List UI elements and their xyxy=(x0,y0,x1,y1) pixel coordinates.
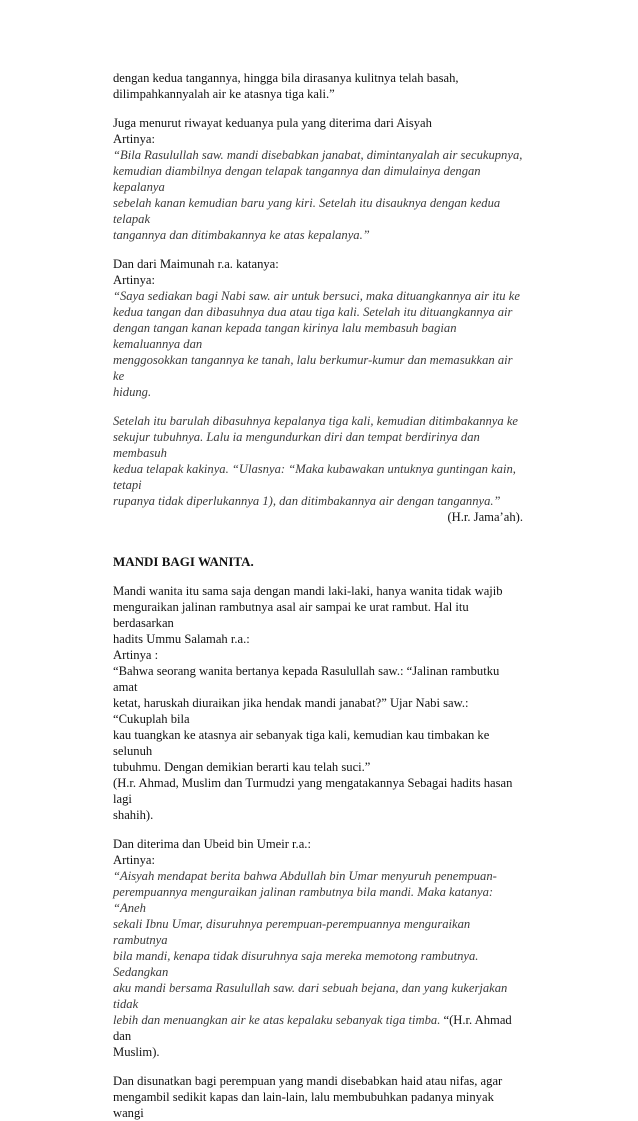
quote-line: “Bila Rasulullah saw. mandi disebabkan janabat, dimintanyalah air secukupnya, xyxy=(113,148,523,162)
quote-line: “Saya sediakan bagi Nabi saw. air untuk bersuci, maka dituangkannya air itu ke xyxy=(113,289,520,303)
citation: Muslim). xyxy=(113,1045,160,1059)
section-heading: MANDI BAGI WANITA. xyxy=(113,554,254,569)
quote-line: menggosokkan tangannya ke tanah, lalu berkumur-kumur dan memasukkan air ke xyxy=(113,353,513,383)
quote-line: dengan tangan kanan kepada tangan kirinya lalu membasuh bagian kemaluannya dan xyxy=(113,321,457,351)
quote-line: perempuannya menguraikan jalinan rambutnya bila mandi. Maka katanya: “Aneh xyxy=(113,885,494,915)
quote-line: sekujur tubuhnya. Lalu ia mengundurkan diri dan tempat berdirinya dan membasuh xyxy=(113,430,480,460)
quote-line: “Aisyah mendapat berita bahwa Abdullah bin Umar menyuruh penempuan- xyxy=(113,869,497,883)
text-line: kau tuangkan ke atasnya air sebanyak tiga kali, kemudian kau timbakan ke selunuh xyxy=(113,728,490,758)
citation: “(H.r. Ahmad dan xyxy=(113,1013,512,1043)
text-line: Mandi wanita itu sama saja dengan mandi laki-laki, hanya wanita tidak wajib xyxy=(113,584,503,598)
quote-line: tangannya dan ditimbakannya ke atas kepalanya.” xyxy=(113,228,370,242)
text-line: dengan kedua tangannya, hingga bila dirasanya kulitnya telah basah, xyxy=(113,71,459,85)
quote-line: kedua tangan dan dibasuhnya dua atau tiga kali. Setelah itu dituangkannya air xyxy=(113,305,513,319)
text-line: Dan dari Maimunah r.a. katanya: xyxy=(113,257,279,271)
text-line: tubuhmu. Dengan demikian berarti kau telah suci.” xyxy=(113,760,371,774)
quote-line: bila mandi, kenapa tidak disuruhnya saja mereka memotong rambutnya. Sedangkan xyxy=(113,949,479,979)
text-line: dilimpahkannyalah air ke atasnya tiga kali.” xyxy=(113,87,335,101)
text-line: Juga menurut riwayat keduanya pula yang diterima dari Aisyah xyxy=(113,116,432,130)
quote-fragment: lebih dan menuangkan air ke atas kepalaku sebanyak tiga timba. xyxy=(113,1013,441,1027)
quote-line: kemudian diambilnya dengan telapak tangannya dan dimulainya dengan kepalanya xyxy=(113,164,481,194)
text-line: hadits Ummu Salamah r.a.: xyxy=(113,632,250,646)
text-line: Dan diterima dan Ubeid bin Umeir r.a.: xyxy=(113,837,311,851)
text-line: Artinya : xyxy=(113,648,159,662)
quote-line: Setelah itu barulah dibasuhnya kepalanya tiga kali, kemudian ditimbakannya ke xyxy=(113,414,519,428)
text-line: Artinya: xyxy=(113,273,155,287)
quote-line: sebelah kanan kemudian baru yang kiri. Setelah itu disauknya dengan kedua telapak xyxy=(113,196,501,226)
quote-line: hidung. xyxy=(113,385,152,399)
text-line: “Bahwa seorang wanita bertanya kepada Rasulullah saw.: “Jalinan rambutku amat xyxy=(113,664,500,694)
quote-line: rupanya tidak diperlukannya 1), dan ditimbakannya air dengan tangannya.” xyxy=(113,494,501,508)
text-line: Artinya: xyxy=(113,853,155,867)
text-line: (H.r. Ahmad, Muslim dan Turmudzi yang mengatakannya Sebagai hadits hasan lagi xyxy=(113,776,513,806)
text-line: Artinya: xyxy=(113,132,155,146)
text-line: menguraikan jalinan rambutnya asal air sampai ke urat rambut. Hal itu berdasarkan xyxy=(113,600,469,630)
quote-line: sekali Ibnu Umar, disuruhnya perempuan-perempuannya menguraikan rambutnya xyxy=(113,917,471,947)
document-page xyxy=(113,70,523,1121)
text-line: mengambil sedikit kapas dan lain-lain, lalu membubuhkan padanya minyak wangi xyxy=(113,1090,494,1120)
citation: (H.r. Jama’ah). xyxy=(447,510,523,524)
quote-line xyxy=(113,1012,523,1044)
text-line: Dan disunatkan bagi perempuan yang mandi disebabkan haid atau nifas, agar xyxy=(113,1074,503,1088)
text-line: ketat, haruskah diuraikan jika hendak mandi janabat?” Ujar Nabi saw.: “Cukuplah bila xyxy=(113,696,469,726)
quote-line: aku mandi bersama Rasulullah saw. dari sebuah bejana, dan yang kukerjakan tidak xyxy=(113,981,508,1011)
quote-line: kedua telapak kakinya. “Ulasnya: “Maka kubawakan untuknya guntingan kain, tetapi xyxy=(113,462,516,492)
text-line: shahih). xyxy=(113,808,154,822)
